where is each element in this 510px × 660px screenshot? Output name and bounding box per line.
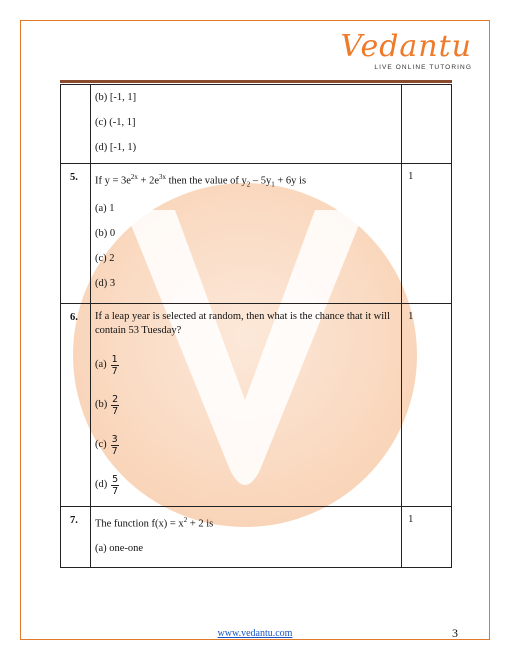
fraction: $\frac{5}{7}$ — [112, 473, 119, 497]
question-number: 7. — [61, 507, 91, 568]
question-text: If $y = 3e^{2x} + 2e^{3x}$ then the value of $y_2 - 5y_1 + 6y$ is — [94, 173, 307, 189]
fraction: $\frac{1}{7}$ — [111, 353, 118, 377]
fraction: $\frac{2}{7}$ — [112, 393, 119, 417]
option-d: (d) 3 — [94, 277, 116, 289]
question-marks: 1 — [402, 304, 452, 507]
question-content — [90, 85, 401, 164]
option-a: (a) one-one — [94, 542, 144, 554]
table-row — [61, 164, 452, 304]
page-number: 3 — [452, 626, 458, 640]
option-c: (c) (-1, 1] — [94, 117, 136, 128]
question-content — [90, 304, 401, 507]
question-marks — [402, 85, 452, 164]
header-rule — [60, 80, 452, 83]
fraction: $\frac{3}{7}$ — [111, 433, 118, 457]
question-text: If a leap year is selected at random, then what is the chance that it will contain 53 Tuesday? — [94, 311, 391, 336]
option-c: (c) $\frac{3}{7}$ — [94, 433, 118, 457]
question-number: 5. — [61, 164, 91, 304]
option-d: (d) $\frac{5}{7}$ — [94, 473, 119, 497]
question-text: The function $f(x) = x^2 + 2$ is — [94, 516, 214, 530]
question-marks: 1 — [402, 164, 452, 304]
option-c: (c) 2 — [94, 252, 115, 264]
option-b: (b) $\frac{2}{7}$ — [94, 393, 119, 417]
question-number: 6. — [61, 304, 91, 507]
question-marks: 1 — [402, 507, 452, 568]
table-row — [61, 85, 452, 164]
question-content — [90, 164, 401, 304]
option-b: (b) [-1, 1] — [94, 92, 137, 103]
question-number — [61, 85, 91, 164]
table-row — [61, 304, 452, 507]
logo-wordmark: Vedantu — [340, 29, 472, 64]
question-table — [60, 84, 452, 568]
option-d: (d) [-1, 1) — [94, 142, 137, 153]
logo-tagline: LIVE ONLINE TUTORING — [374, 64, 472, 71]
option-a: (a) $\frac{1}{7}$ — [94, 353, 118, 377]
question-content — [90, 507, 401, 568]
vedantu-logo[interactable] — [340, 29, 472, 71]
website-link[interactable]: www.vedantu.com — [217, 628, 293, 639]
option-b: (b) 0 — [94, 227, 116, 239]
table-row — [61, 507, 452, 568]
option-a: (a) 1 — [94, 202, 115, 214]
